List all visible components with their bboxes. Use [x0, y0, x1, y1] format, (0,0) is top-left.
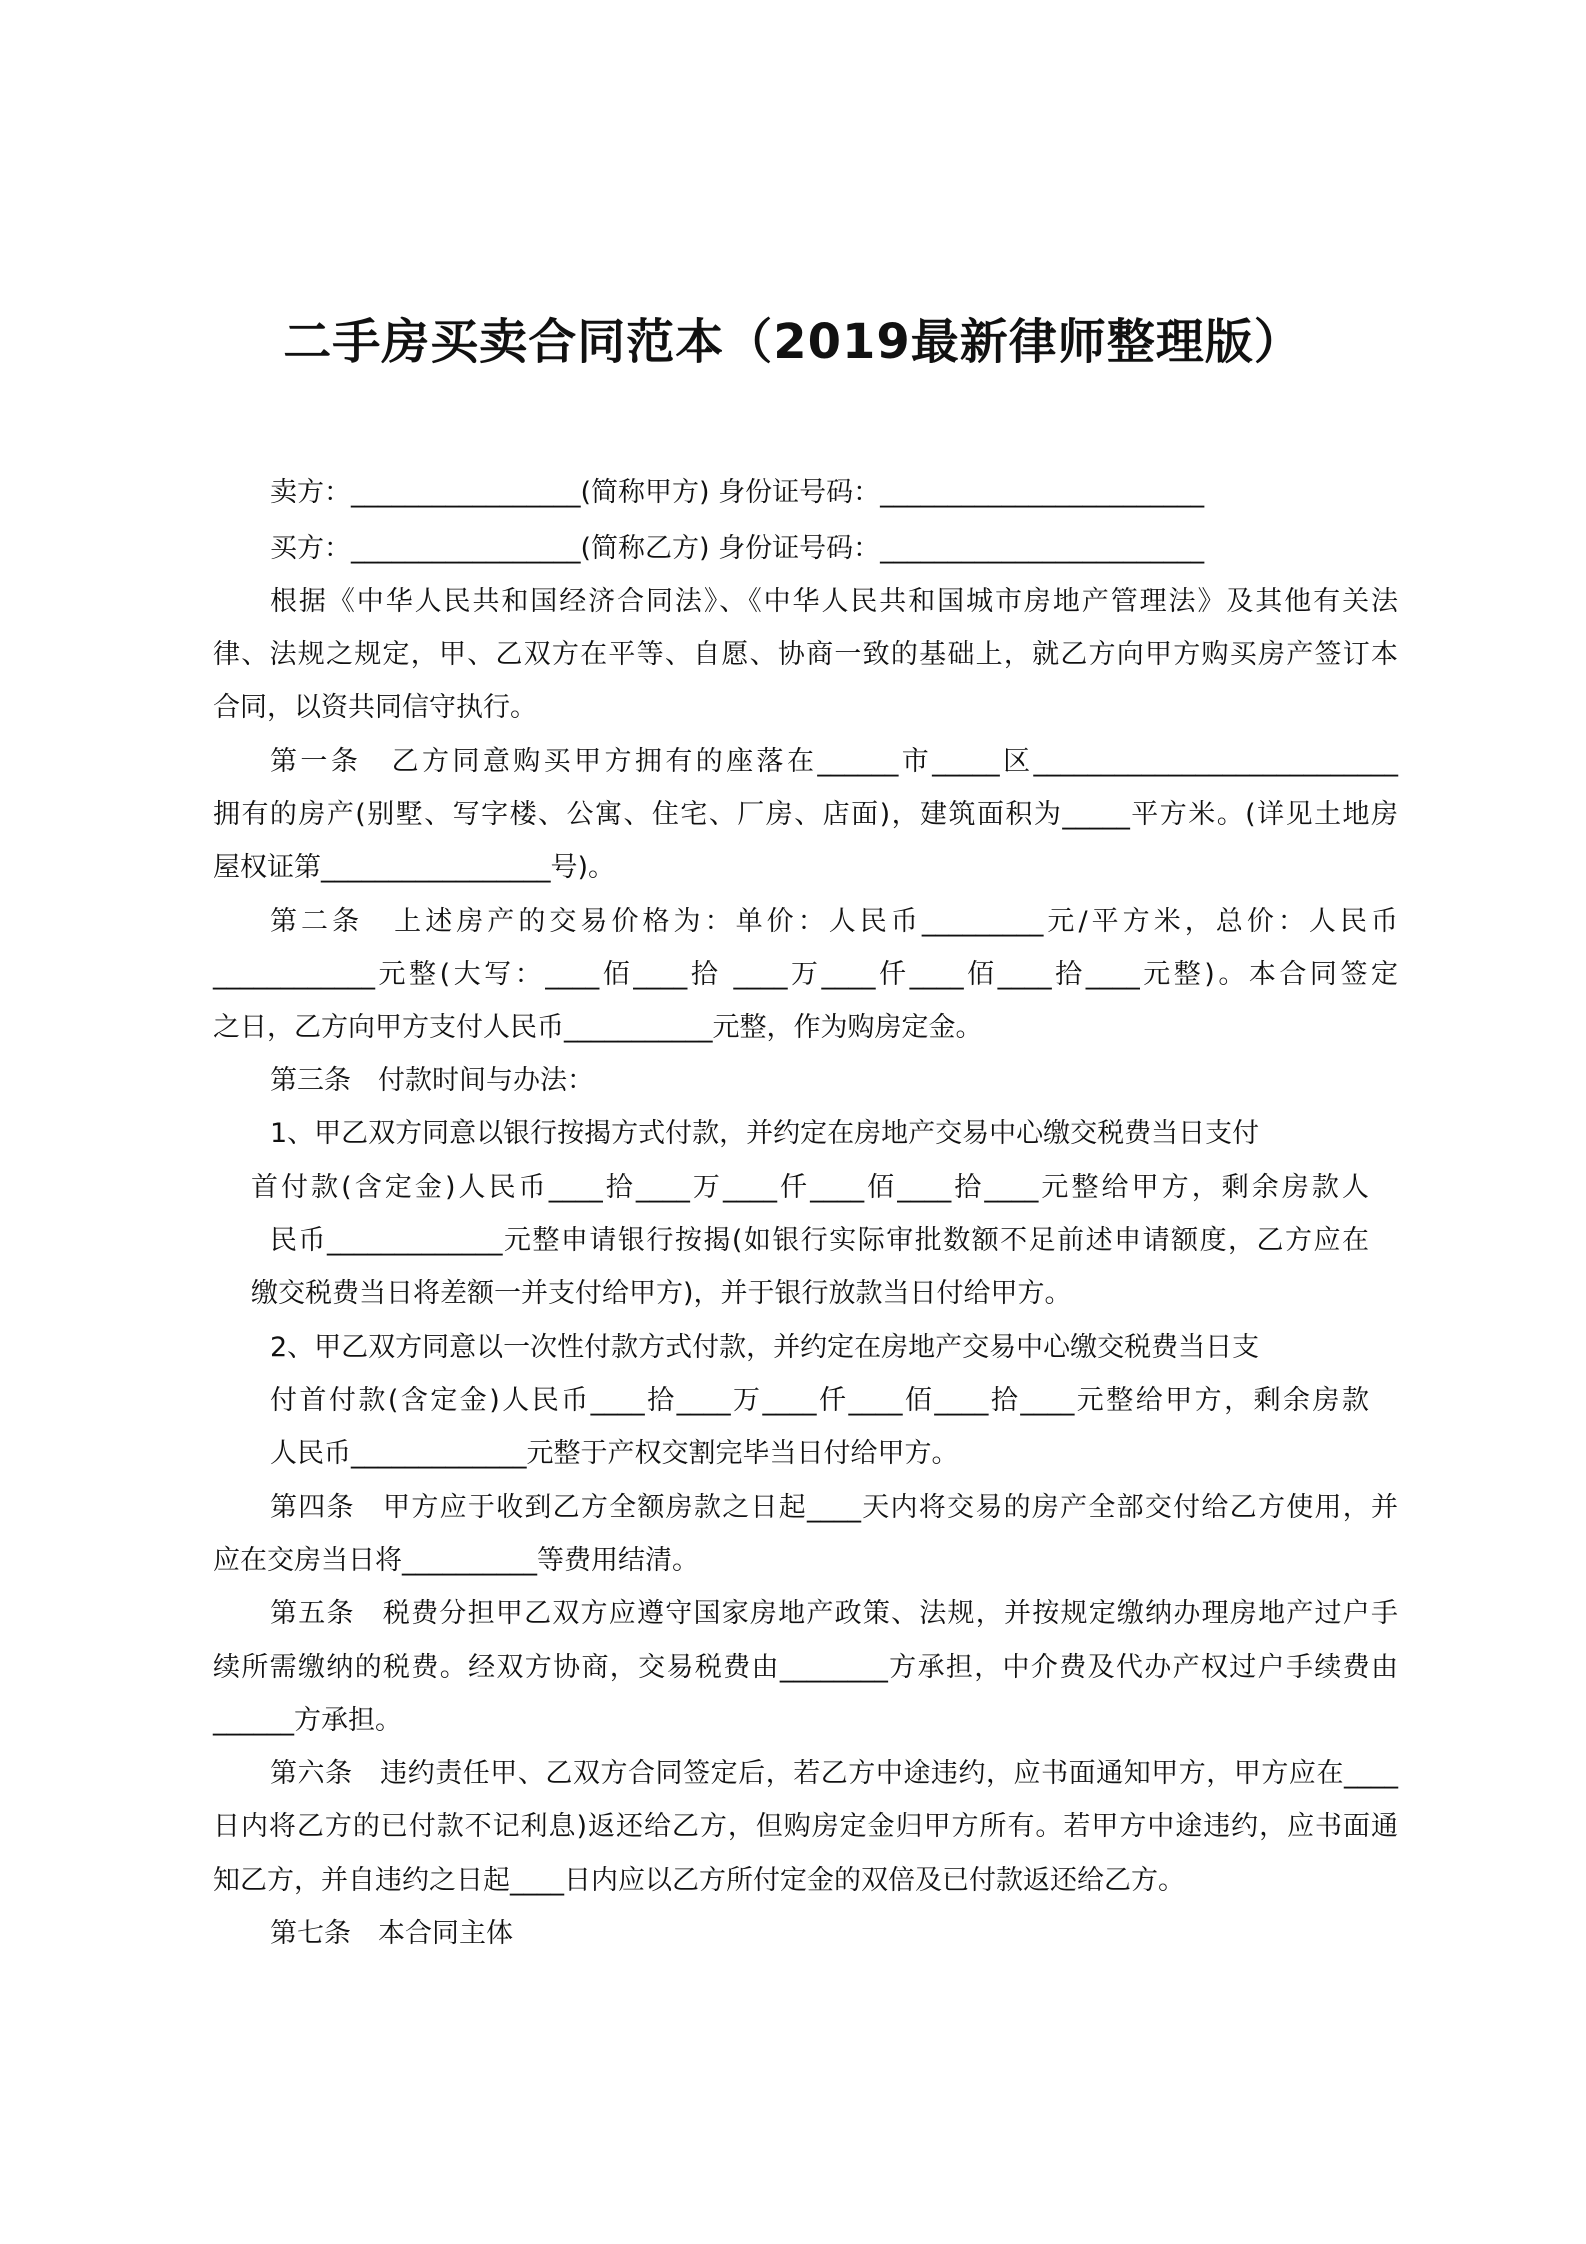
article-7-heading: 第七条 本合同主体	[270, 1918, 513, 1949]
seller-line: 卖方：_________________(简称甲方) 身份证号码：________________________	[270, 477, 1205, 508]
preamble-line-1: 根据《中华人民共和国经济合同法》、《中华人民共和国城市房地产管理法》及其他有关法	[270, 586, 1398, 617]
article-6-line-3: 知乙方，并自违约之日起____日内应以乙方所付定金的双倍及已付款返还给乙方。	[213, 1865, 1185, 1896]
article-4-line-2: 应在交房当日将__________等费用结清。	[213, 1545, 699, 1576]
article-3-heading: 第三条 付款时间与办法：	[270, 1065, 594, 1096]
article-3-item-1-line-1: 1、甲乙双方同意以银行按揭方式付款，并约定在房地产交易中心缴交税费当日支付	[270, 1118, 1260, 1149]
article-3-item-2-line-1: 2、甲乙双方同意以一次性付款方式付款，并约定在房地产交易中心缴交税费当日支	[270, 1332, 1260, 1363]
article-6-line-2: 日内将乙方的已付款不记利息)返还给乙方，但购房定金归甲方所有。若甲方中途违约，应书面通	[213, 1811, 1398, 1842]
article-5-line-3: ______方承担。	[213, 1705, 402, 1736]
article-2-line-1: 第二条 上述房产的交易价格为：单价：人民币_________元/平方米，总价：人民币	[270, 906, 1398, 937]
preamble-line-3: 合同，以资共同信守执行。	[213, 692, 537, 723]
page-title: 二手房买卖合同范本（2019最新律师整理版）	[283, 314, 1303, 370]
article-6-line-1: 第六条 违约责任甲、乙双方合同签定后，若乙方中途违约，应书面通知甲方，甲方应在____	[270, 1758, 1398, 1789]
article-4-line-1: 第四条 甲方应于收到乙方全额房款之日起____天内将交易的房产全部交付给乙方使用，并	[270, 1492, 1398, 1523]
article-1-line-1: 第一条 乙方同意购买甲方拥有的座落在______市_____区___________________________	[270, 746, 1398, 777]
article-1-line-2: 拥有的房产(别墅、写字楼、公寓、住宅、厂房、店面)，建筑面积为_____平方米。(详见土地房	[213, 799, 1398, 830]
article-3-item-2-line-2: 付首付款(含定金)人民币____拾____万____仟____佰____拾____元整给甲方，剩余房款	[270, 1385, 1369, 1416]
article-3-item-1-line-3: 民币_____________元整申请银行按揭(如银行实际审批数额不足前述申请额度，乙方应在	[270, 1225, 1369, 1256]
preamble-line-2: 律、法规之规定，甲、乙双方在平等、自愿、协商一致的基础上，就乙方向甲方购买房产签订本	[213, 639, 1398, 670]
article-2-line-3: 之日，乙方向甲方支付人民币___________元整，作为购房定金。	[213, 1012, 983, 1043]
article-2-line-2: ____________元整(大写：____佰____拾 ____万____仟____佰____拾____元整)。本合同签定	[213, 959, 1398, 990]
article-5-line-2: 续所需缴纳的税费。经双方协商，交易税费由________方承担，中介费及代办产权过户手续费由	[213, 1652, 1398, 1683]
article-3-item-1-line-2: 首付款(含定金)人民币____拾____万____仟____佰____拾____元整给甲方，剩余房款人	[251, 1172, 1369, 1203]
article-3-item-1-line-4: 缴交税费当日将差额一并支付给甲方)，并于银行放款当日付给甲方。	[251, 1278, 1072, 1309]
buyer-line: 买方：_________________(简称乙方) 身份证号码：________________________	[270, 533, 1205, 564]
article-1-line-3: 屋权证第_________________号)。	[213, 852, 616, 883]
article-3-item-2-line-3: 人民币_____________元整于产权交割完毕当日付给甲方。	[270, 1438, 959, 1469]
article-5-line-1: 第五条 税费分担甲乙双方应遵守国家房地产政策、法规，并按规定缴纳办理房地产过户手	[270, 1598, 1398, 1629]
